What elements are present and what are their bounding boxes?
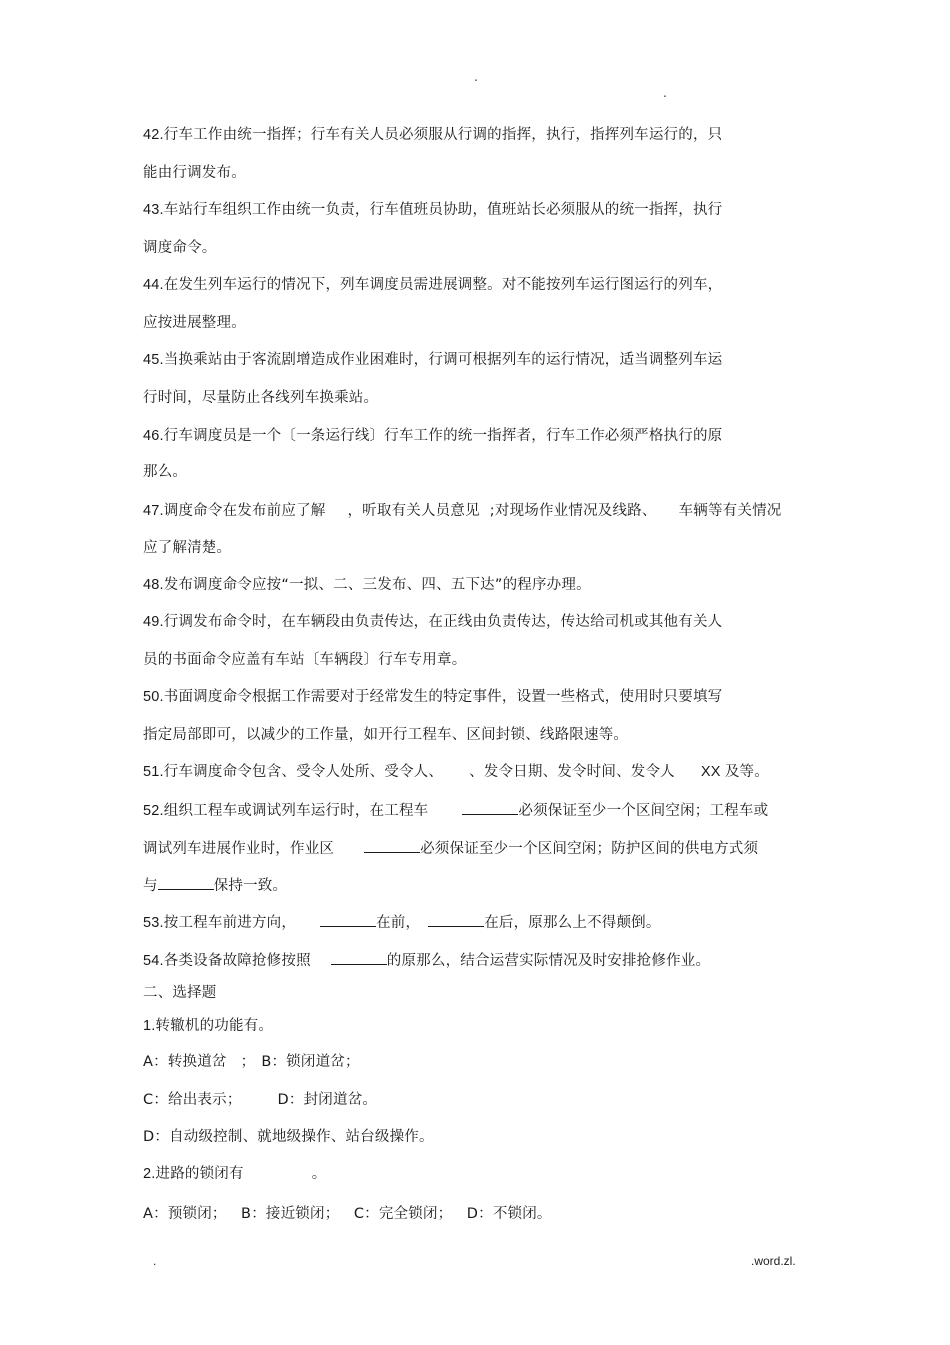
item-text: 、发令日期、发令时间、发令人 [469,764,675,780]
item-47-line-2: 应了解清楚。 [143,540,232,556]
question-2-options: A：预锁闭； B：接近锁闭； C：完全锁闭； D：不锁闭。 [143,1206,552,1222]
option-b: B：锁闭道岔； [261,1054,360,1070]
item-42-line-1 [143,125,722,145]
item-text: 行车调度命令包含、受令人处所、受令人、 [163,764,444,780]
question-text: 进路的锁闭有 [155,1166,244,1182]
item-number: 54. [143,953,164,969]
item-number: 50. [143,689,164,705]
fill-in-blank [428,912,484,927]
question-1 [143,1016,273,1036]
item-text: 在前， [376,915,421,931]
item-number: 51. [143,764,164,780]
item-49-line-2: 员的书面命令应盖有车站〔车辆段〕行车专用章。 [143,652,467,668]
item-54-line-1 [143,950,710,971]
item-text: 在后，原那么上不得颠倒。 [484,915,661,931]
item-text: 必须保证至少一个区间空闲；防护区间的供电方式须 [420,841,759,857]
item-text: 行调发布命令时，在车辆段由负责传达，在正线由负责传达，传达给司机或其他有关人 [163,614,723,630]
item-number: 45. [143,352,164,368]
item-46-line-2: 那么。 [143,464,188,480]
item-number: 46. [143,428,164,444]
question-number: 1. [143,1018,156,1034]
header-dot-left: . [474,70,478,84]
footer-right: .word.zl. [751,1254,796,1268]
item-number: 44. [143,277,164,293]
question-end: 。 [311,1166,327,1182]
item-text: 车站行车组织工作由统一负责，行车值班员协助，值班站长必须服从的统一指挥，执行 [163,202,723,218]
item-text: 调试列车进展作业时，作业区 [143,841,335,857]
question-1-options-ab [143,1052,360,1072]
item-number: 52. [143,803,164,819]
item-text: 车辆等有关情况 [678,503,782,519]
item-52-line-2 [143,838,758,859]
item-52-line-3 [143,875,287,896]
item-number: 53. [143,915,164,931]
option-c: C：给出表示； [143,1092,242,1108]
item-49-line-1 [143,612,722,632]
item-53-line-1 [143,912,661,933]
header-dot-right: . [663,86,667,100]
item-42-line-2: 能由行调发布。 [143,165,246,181]
footer-left: . [153,1254,157,1268]
fill-in-blank [320,912,376,927]
section-title: 二、选择题 [143,985,217,1001]
item-52-line-1 [143,800,768,821]
question-number: 2. [143,1166,156,1182]
fill-in-blank [158,875,214,890]
fill-in-blank [331,950,387,965]
item-number: 42. [143,127,164,143]
item-text: XX 及等。 [700,764,769,780]
item-text: 与 [143,878,158,894]
item-text: ;对现场作业情况及线路、 [489,503,657,519]
item-text: 必须保证至少一个区间空闲；工程车或 [518,803,769,819]
item-number: 49. [143,614,164,630]
item-45-line-2: 行时间，尽量防止各线列车换乘站。 [143,390,379,406]
option-d: D：封闭道岔。 [277,1092,378,1108]
option-separator: ； [240,1054,256,1070]
item-text: 保持一致。 [213,878,288,894]
item-text: 书面调度命令根据工作需要对于经常发生的特定事件，设置一些格式，使用时只要填写 [163,689,723,705]
item-text: 按工程车前进方向， [163,915,297,931]
item-number: 47. [143,503,164,519]
item-44-line-1 [143,275,722,295]
fill-in-blank [364,838,420,853]
item-text: 行车调度员是一个〔一条运行线〕行车工作的统一指挥者，行车工作必须严格执行的原 [163,428,723,444]
item-number: 48. [143,577,164,593]
item-text: 当换乘站由于客流剧增造成作业困难时，行调可根据列车的运行情况，适当调整列车运 [163,352,723,368]
item-number: 43. [143,202,164,218]
question-1-option-d2: D：自动级控制、就地级操作、站台级操作。 [143,1129,434,1145]
item-text: 行车工作由统一指挥；行车有关人员必须服从行调的指挥，执行，指挥列车运行的，只 [163,127,723,143]
item-47-line-1 [143,501,781,521]
item-text: 调度命令在发布前应了解 [163,503,326,519]
item-text: 发布调度命令应按“一拟、二、三发布、四、五下达”的程序办理。 [163,577,591,593]
item-43-line-1 [143,200,722,220]
fill-in-blank [462,800,518,815]
question-1-options-cd [143,1090,377,1110]
item-text: 各类设备故障抢修按照 [163,953,311,969]
item-50-line-2: 指定局部即可，以减少的工作量，如开行工程车、区间封锁、线路限速等。 [143,727,629,743]
item-50-line-1 [143,687,722,707]
item-text: 在发生列车运行的情况下，列车调度员需进展调整。对不能按列车运行图运行的列车， [163,277,723,293]
item-48-line-1 [143,575,591,595]
option-a: A：转换道岔 [143,1054,227,1070]
item-46-line-1 [143,426,722,446]
item-text: 的原那么，结合运营实际情况及时安排抢修作业。 [386,953,711,969]
item-44-line-2: 应按进展整理。 [143,315,246,331]
item-51-line-1 [143,762,769,782]
question-text: 转辙机的功能有。 [155,1018,274,1034]
item-45-line-1 [143,350,722,370]
item-43-line-2: 调度命令。 [143,240,217,256]
item-text: 组织工程车或调试列车运行时，在工程车 [163,803,429,819]
item-text: ，听取有关人员意见 [347,503,480,519]
question-2 [143,1164,326,1184]
